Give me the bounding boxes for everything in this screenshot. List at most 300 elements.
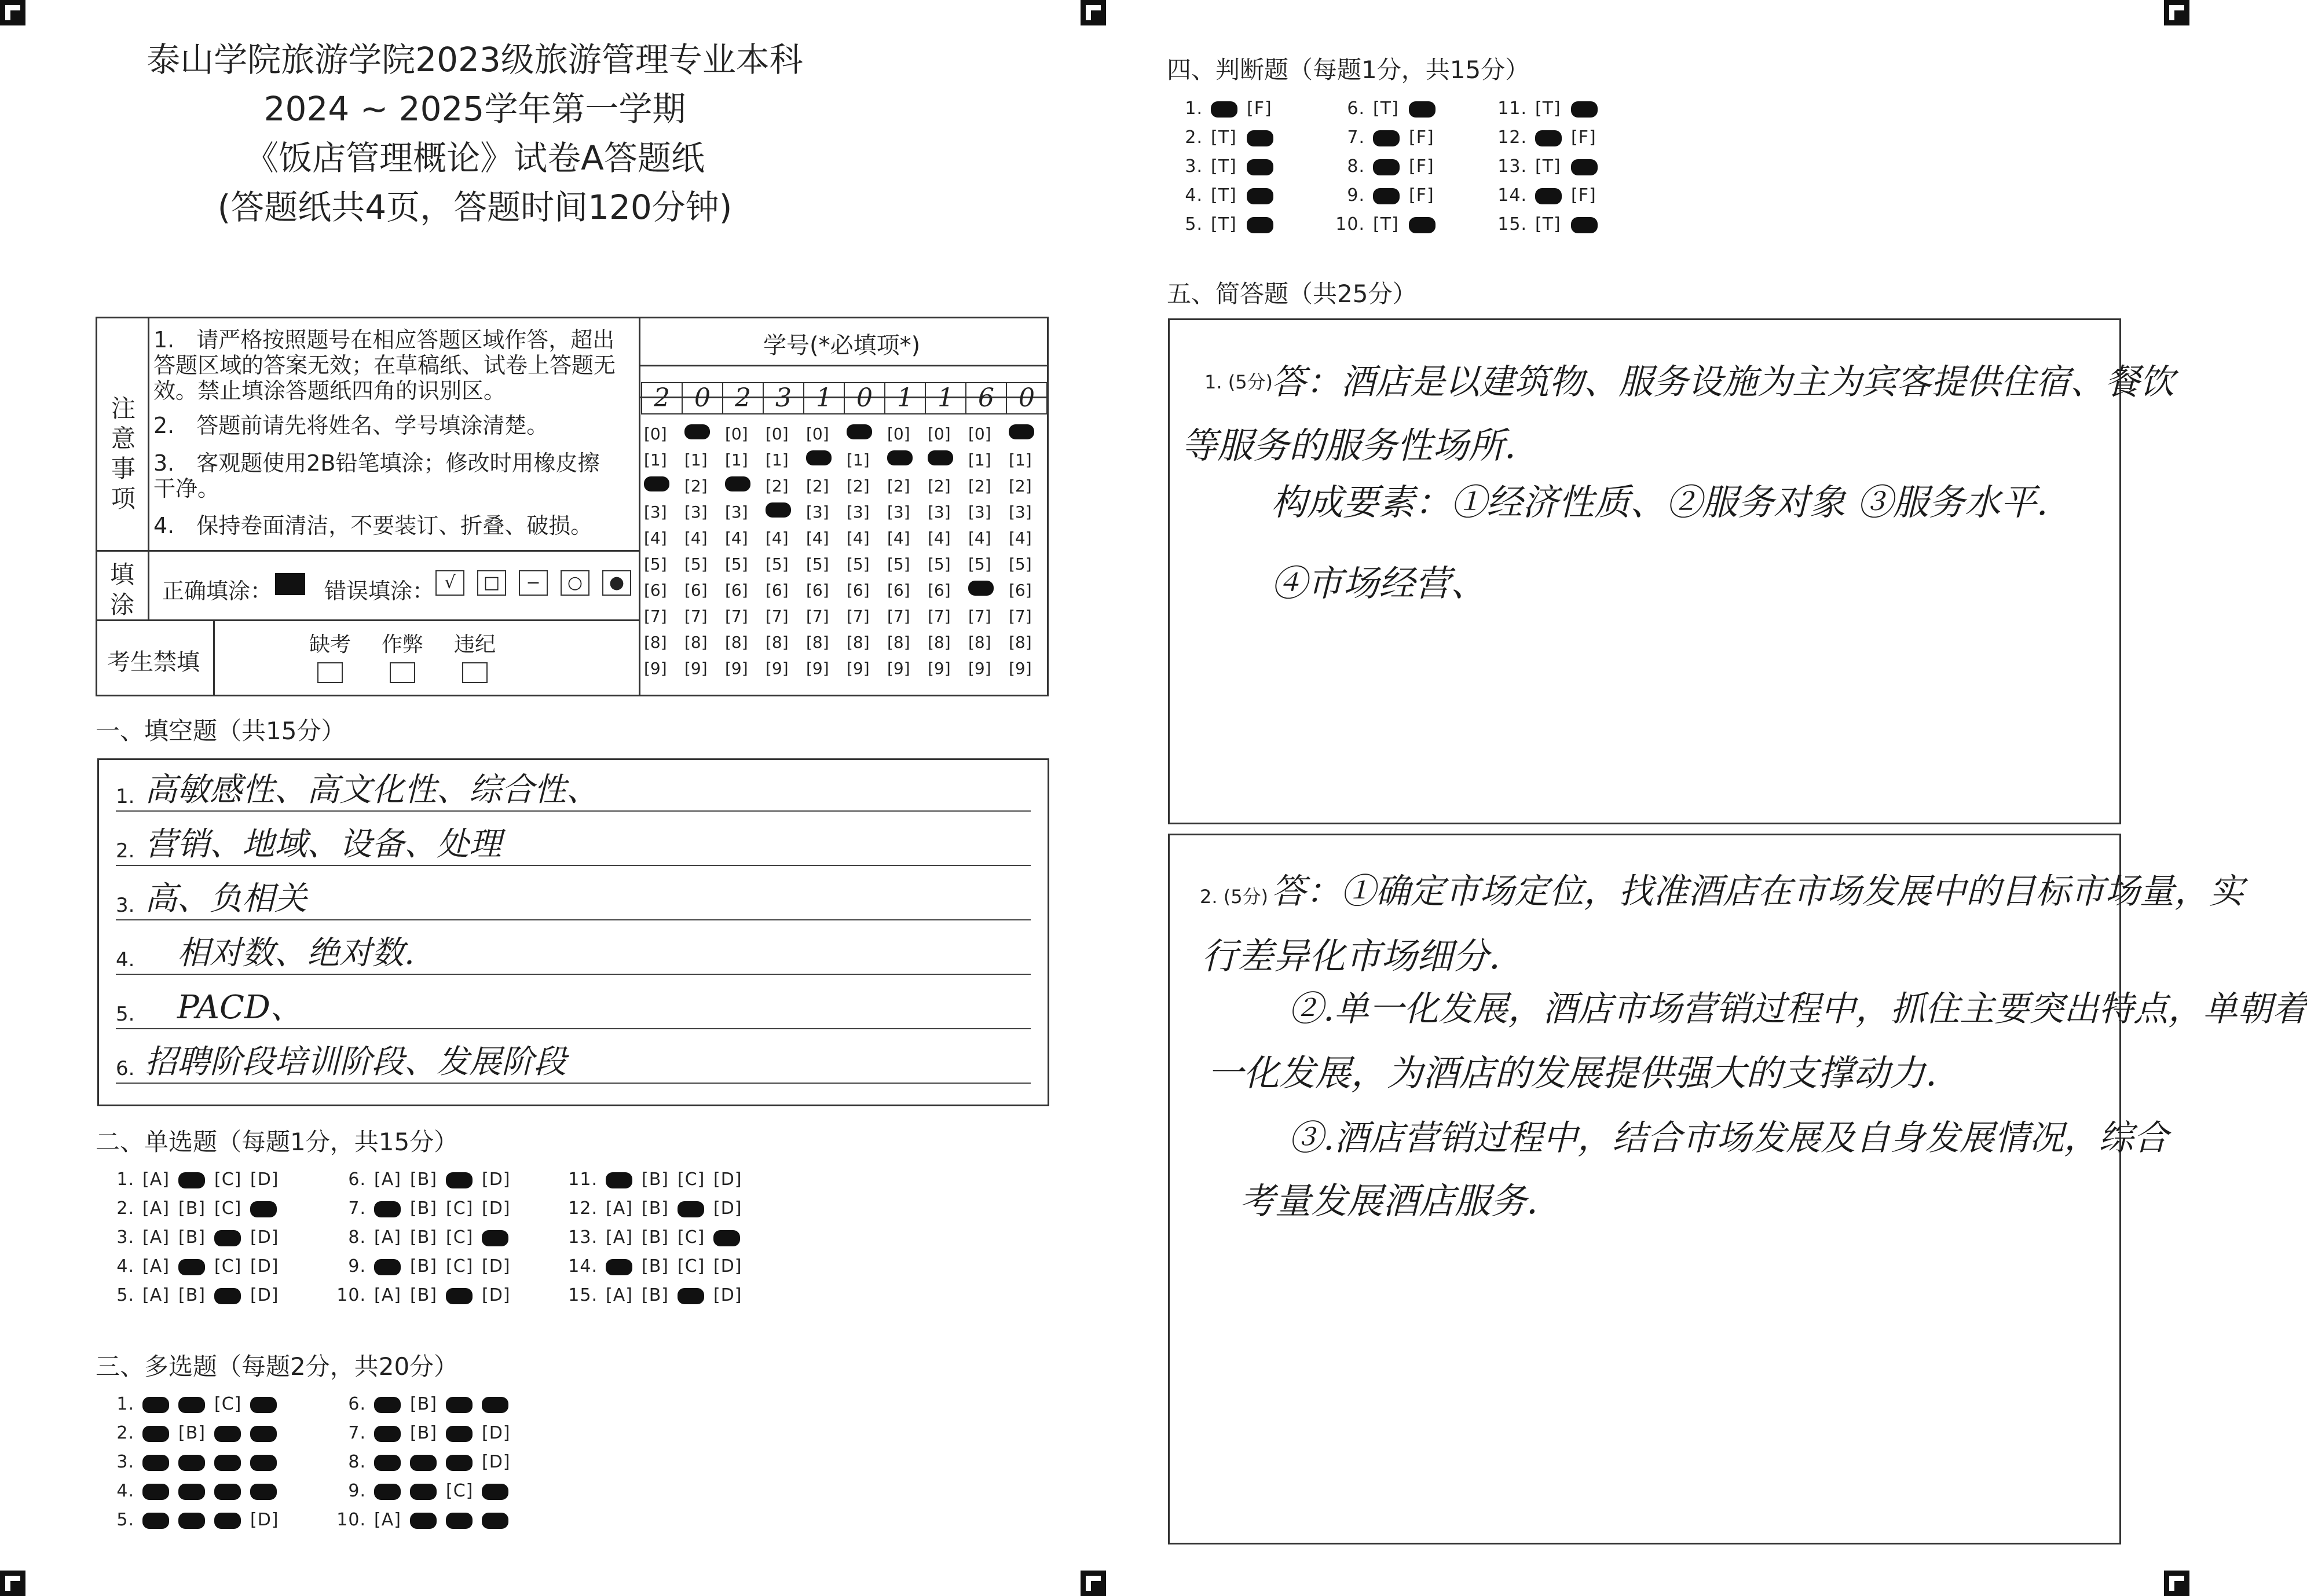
multi-choice-option-filled[interactable] (482, 1484, 508, 1500)
judge-option[interactable]: [T] (1535, 214, 1561, 234)
single-choice-option[interactable]: [D] (713, 1285, 742, 1305)
student-id-bubble[interactable]: [5] (847, 555, 870, 574)
student-id-bubble[interactable]: [8] (806, 633, 829, 652)
judge-question-number: 15. (1497, 214, 1527, 234)
multi-choice-option[interactable]: [D] (250, 1510, 279, 1530)
student-id-digit: 2 (641, 382, 683, 414)
student-id-bubble[interactable]: [9] (766, 659, 789, 678)
fill-answer-number: 2. (116, 839, 135, 863)
student-id-bubble[interactable]: [1] (725, 450, 748, 469)
student-id-bubble[interactable]: [3] (887, 502, 910, 522)
multi-choice-option-filled[interactable] (250, 1455, 277, 1471)
student-id-bubble[interactable]: [9] (847, 659, 870, 678)
student-id-bubble[interactable]: [0] (766, 424, 789, 443)
single-choice-option[interactable]: [D] (713, 1256, 742, 1276)
single-choice-option[interactable]: [D] (713, 1198, 742, 1219)
multi-choice-option[interactable]: [A] (374, 1510, 401, 1530)
single-choice-question-number: 9. (348, 1256, 366, 1276)
single-choice-option-filled[interactable] (482, 1230, 508, 1246)
student-id-bubble[interactable]: [3] (684, 502, 708, 522)
multi-choice-option-filled[interactable] (214, 1426, 241, 1442)
exam-title-line1: 泰山学院旅游学院2023级旅游管理专业本科 (147, 40, 803, 79)
judge-option-filled[interactable] (1373, 188, 1400, 204)
multi-choice-question-number: 3. (116, 1452, 134, 1472)
single-choice-option[interactable]: [B] (410, 1169, 437, 1190)
short-q1-line3: 构成要素：①经济性质、②服务对象 ③服务水平. (1271, 481, 2048, 523)
multi-choice-section-title: 三、多选题（每题2分，共20分） (96, 1352, 459, 1381)
forbidden-option-checkbox[interactable] (462, 662, 488, 683)
student-id-bubble[interactable]: [7] (1009, 607, 1032, 626)
judge-option-filled[interactable] (1535, 188, 1562, 204)
student-id-bubble[interactable]: [2] (766, 476, 789, 496)
student-id-bubble[interactable]: [5] (887, 555, 910, 574)
student-id-bubble[interactable]: [8] (725, 633, 748, 652)
student-id-bubble[interactable]: [5] (644, 555, 667, 574)
single-choice-option[interactable]: [B] (642, 1285, 669, 1305)
student-id-bubble[interactable]: [7] (684, 607, 708, 626)
single-choice-option[interactable]: [B] (642, 1169, 669, 1190)
single-choice-option[interactable]: [A] (374, 1169, 401, 1190)
multi-choice-option[interactable]: [D] (482, 1452, 511, 1472)
single-choice-option[interactable]: [D] (250, 1285, 279, 1305)
single-choice-option-filled[interactable] (678, 1288, 704, 1304)
judge-option[interactable]: [F] (1409, 156, 1434, 177)
student-id-bubble[interactable]: [5] (806, 555, 829, 574)
judge-question-number: 6. (1347, 98, 1365, 119)
judge-question-row (1491, 98, 1607, 119)
student-id-bubble[interactable]: [6] (725, 581, 748, 600)
student-id-bubble[interactable]: [4] (887, 529, 910, 548)
forbidden-option-label: 作弊 (381, 633, 423, 656)
judge-option[interactable]: [T] (1373, 214, 1399, 234)
multi-choice-question-row (330, 1481, 518, 1501)
student-id-bubble-filled[interactable] (968, 581, 994, 596)
multi-choice-option-filled[interactable] (446, 1426, 473, 1442)
fill-answer-text: PACD、 (145, 989, 303, 1026)
student-id-bubble[interactable]: [5] (968, 555, 991, 574)
judge-question-number: 1. (1185, 98, 1203, 119)
notice-item-1: 1. 请严格按照题号在相应答题区域作答，超出答题区域的答案无效；在草稿纸、试卷上答题无效。禁止填涂答题纸四角的识别区。 (153, 327, 616, 403)
student-id-bubble[interactable]: [6] (644, 581, 667, 600)
student-id-bubble[interactable]: [6] (766, 581, 789, 600)
multi-choice-option-filled[interactable] (410, 1513, 437, 1529)
student-id-bubble-filled[interactable] (928, 450, 953, 465)
judge-option[interactable]: [T] (1211, 127, 1237, 148)
student-id-bubble[interactable]: [9] (1009, 659, 1032, 678)
student-id-bubble[interactable]: [1] (684, 450, 708, 469)
multi-choice-option-filled[interactable] (142, 1426, 169, 1442)
student-id-bubble[interactable]: [2] (847, 476, 870, 496)
student-id-bubble[interactable]: [5] (684, 555, 708, 574)
single-choice-option[interactable]: [D] (482, 1285, 511, 1305)
student-id-bubble[interactable]: [0] (644, 424, 667, 443)
student-id-bubble[interactable]: [4] (968, 529, 991, 548)
multi-choice-question-row (98, 1394, 286, 1414)
forbidden-option-checkbox[interactable] (317, 662, 343, 683)
student-id-bubble[interactable]: [7] (806, 607, 829, 626)
single-choice-option[interactable]: [C] (678, 1169, 705, 1190)
single-choice-option[interactable]: [C] (214, 1256, 242, 1276)
fill-answer-number: 3. (116, 894, 135, 917)
forbidden-option[interactable] (446, 628, 504, 683)
judge-option-filled[interactable] (1571, 101, 1598, 118)
corner-mark-top-right (2164, 0, 2189, 25)
judge-option-filled[interactable] (1247, 217, 1273, 233)
student-id-bubble[interactable]: [8] (847, 633, 870, 652)
multi-choice-option-filled[interactable] (214, 1513, 241, 1529)
student-id-bubble[interactable]: [7] (644, 607, 667, 626)
student-id-bubble[interactable]: [1] (1009, 450, 1032, 469)
student-id-digit: 3 (763, 382, 804, 414)
single-choice-option-filled[interactable] (178, 1172, 205, 1188)
corner-mark-top-left (0, 0, 25, 25)
notice-item-2: 2. 答题前请先将姓名、学号填涂清楚。 (153, 413, 549, 438)
multi-choice-option-filled[interactable] (374, 1426, 401, 1442)
student-id-bubble-filled[interactable] (766, 502, 791, 518)
judge-option[interactable]: [F] (1571, 127, 1596, 148)
judge-option-filled[interactable] (1247, 130, 1273, 146)
multi-choice-option-filled[interactable] (214, 1484, 241, 1500)
student-id-bubble[interactable]: [4] (928, 529, 951, 548)
wrong-fill-label: 错误填涂： (324, 578, 435, 604)
judge-option-filled[interactable] (1247, 188, 1273, 204)
single-choice-option[interactable]: [B] (410, 1285, 437, 1305)
student-id-bubble[interactable]: [8] (968, 633, 991, 652)
single-choice-option[interactable]: [C] (446, 1198, 474, 1219)
student-id-digit: 1 (925, 382, 966, 414)
single-choice-option[interactable]: [D] (250, 1169, 279, 1190)
fill-answer-number: 6. (116, 1057, 135, 1080)
single-choice-option[interactable]: [C] (214, 1169, 242, 1190)
short-q2-line6: 考量发展酒店服务. (1239, 1180, 1538, 1222)
student-id-bubble[interactable]: [7] (928, 607, 951, 626)
single-choice-question-row (98, 1169, 286, 1190)
student-id-bubble[interactable]: [8] (1009, 633, 1032, 652)
judge-question-number: 8. (1347, 156, 1365, 177)
single-choice-section-title: 二、单选题（每题1分，共15分） (96, 1128, 459, 1156)
student-id-bubble[interactable]: [9] (968, 659, 991, 678)
corner-mark-bottom-right (2164, 1571, 2189, 1596)
fill-answer-text: 相对数、绝对数. (145, 934, 415, 972)
student-id-bubble[interactable]: [9] (928, 659, 951, 678)
multi-choice-option-filled[interactable] (250, 1484, 277, 1500)
single-choice-option[interactable]: [C] (446, 1256, 474, 1276)
multi-choice-option[interactable]: [D] (482, 1423, 511, 1443)
multi-choice-option-filled[interactable] (178, 1455, 205, 1471)
student-id-bubble[interactable]: [9] (887, 659, 910, 678)
student-id-bubble[interactable]: [2] (928, 476, 951, 496)
student-id-bubble[interactable]: [8] (928, 633, 951, 652)
single-choice-option-filled[interactable] (446, 1172, 473, 1188)
student-id-bubble[interactable]: [8] (766, 633, 789, 652)
fill-answer-text: 招聘阶段培训阶段、发展阶段 (145, 1043, 566, 1081)
single-choice-option[interactable]: [D] (482, 1198, 511, 1219)
judge-section-title: 四、判断题（每题1分，共15分） (1167, 56, 1530, 84)
multi-choice-option-filled[interactable] (482, 1513, 508, 1529)
corner-mark-bottom-center (1081, 1571, 1106, 1596)
multi-choice-option[interactable]: [B] (410, 1423, 437, 1443)
single-choice-option-filled[interactable] (178, 1259, 205, 1275)
student-id-bubble[interactable]: [0] (887, 424, 910, 443)
judge-option[interactable]: [T] (1535, 156, 1561, 177)
judge-question-row (1167, 127, 1283, 148)
judge-option-filled[interactable] (1409, 101, 1436, 118)
multi-choice-question-number: 5. (116, 1510, 134, 1530)
student-id-bubble[interactable]: [3] (1009, 502, 1032, 522)
multi-choice-question-row (330, 1394, 518, 1414)
forbidden-option-label: 违纪 (453, 633, 496, 656)
student-id-bubble[interactable]: [6] (847, 581, 870, 600)
fill-answer-line (116, 770, 1031, 812)
student-id-bubble[interactable]: [2] (684, 476, 708, 496)
single-choice-question-number: 14. (568, 1256, 598, 1276)
single-choice-option[interactable]: [D] (482, 1256, 511, 1276)
single-choice-option[interactable]: [B] (642, 1256, 669, 1276)
single-choice-option-filled[interactable] (214, 1288, 241, 1304)
judge-option-filled[interactable] (1373, 159, 1400, 175)
multi-choice-option[interactable]: [B] (178, 1423, 206, 1443)
student-id-bubble-filled[interactable] (887, 450, 913, 465)
student-id-bubble[interactable]: [6] (806, 581, 829, 600)
single-choice-question-row (562, 1256, 749, 1276)
student-id-bubble[interactable]: [1] (968, 450, 991, 469)
single-choice-option[interactable]: [D] (250, 1227, 279, 1248)
student-id-bubble[interactable]: [4] (806, 529, 829, 548)
judge-option[interactable]: [T] (1373, 98, 1399, 119)
multi-choice-option-filled[interactable] (446, 1455, 473, 1471)
judge-option[interactable]: [T] (1211, 156, 1237, 177)
single-choice-option[interactable]: [B] (410, 1198, 437, 1219)
multi-choice-option[interactable]: [C] (214, 1394, 242, 1414)
judge-option-filled[interactable] (1571, 217, 1598, 233)
student-id-bubble[interactable]: [7] (766, 607, 789, 626)
student-id-bubble[interactable]: [0] (806, 424, 829, 443)
student-id-bubble[interactable]: [2] (1009, 476, 1032, 496)
multi-choice-question-row (330, 1423, 518, 1443)
multi-choice-option-filled[interactable] (142, 1484, 169, 1500)
single-choice-option[interactable]: [A] (374, 1227, 401, 1248)
multi-choice-option[interactable]: [C] (446, 1481, 474, 1501)
student-id-bubble[interactable]: [4] (1009, 529, 1032, 548)
multi-choice-option-filled[interactable] (178, 1513, 205, 1529)
single-choice-option[interactable]: [D] (250, 1256, 279, 1276)
student-id-bubble[interactable]: [8] (684, 633, 708, 652)
single-choice-option-filled[interactable] (446, 1288, 473, 1304)
single-choice-option[interactable]: [A] (606, 1227, 633, 1248)
single-choice-option[interactable]: [B] (410, 1227, 437, 1248)
multi-choice-question-number: 6. (348, 1394, 366, 1414)
multi-choice-option-filled[interactable] (374, 1455, 401, 1471)
student-id-bubble[interactable]: [7] (847, 607, 870, 626)
multi-choice-option[interactable]: [B] (410, 1394, 437, 1414)
multi-choice-option-filled[interactable] (410, 1455, 437, 1471)
forbidden-option-checkbox[interactable] (390, 662, 415, 683)
single-choice-option[interactable]: [C] (214, 1198, 242, 1219)
student-id-bubble-filled[interactable] (1009, 424, 1034, 439)
single-choice-option[interactable]: [B] (178, 1285, 206, 1305)
student-id-bubble[interactable]: [5] (766, 555, 789, 574)
student-id-bubble[interactable]: [4] (766, 529, 789, 548)
single-choice-option-filled[interactable] (606, 1259, 632, 1275)
student-id-bubble[interactable]: [3] (928, 502, 951, 522)
multi-choice-option-filled[interactable] (446, 1397, 473, 1413)
student-id-bubble[interactable]: [4] (644, 529, 667, 548)
student-id-bubble[interactable]: [7] (887, 607, 910, 626)
judge-option[interactable]: [T] (1535, 98, 1561, 119)
single-choice-option[interactable]: [B] (642, 1227, 669, 1248)
short-q1-line1: 答：酒店是以建筑物、服务设施为主为宾客提供住宿、餐饮 (1271, 362, 2174, 402)
judge-option-filled[interactable] (1535, 130, 1562, 146)
student-id-bubble[interactable]: [3] (968, 502, 991, 522)
single-choice-option[interactable]: [B] (178, 1227, 206, 1248)
student-id-digit: 6 (965, 382, 1007, 414)
single-choice-option-filled[interactable] (250, 1201, 277, 1217)
judge-question-row (1491, 214, 1607, 234)
student-id-bubble[interactable]: [3] (847, 502, 870, 522)
multi-choice-option-filled[interactable] (250, 1426, 277, 1442)
judge-question-row (1167, 185, 1283, 206)
single-choice-question-row (330, 1169, 518, 1190)
single-choice-option[interactable]: [B] (178, 1198, 206, 1219)
multi-choice-option-filled[interactable] (142, 1455, 169, 1471)
student-id-bubble[interactable]: [2] (968, 476, 991, 496)
multi-choice-option-filled[interactable] (482, 1397, 508, 1413)
forbidden-option[interactable] (373, 628, 431, 683)
single-choice-question-number: 4. (116, 1256, 134, 1276)
student-id-bubble[interactable]: [0] (725, 424, 748, 443)
student-id-bubble[interactable]: [4] (725, 529, 748, 548)
student-id-bubble[interactable]: [4] (684, 529, 708, 548)
single-choice-option-filled[interactable] (606, 1172, 632, 1188)
student-id-bubble-filled[interactable] (725, 476, 750, 491)
judge-option-filled[interactable] (1247, 159, 1273, 175)
multi-choice-option-filled[interactable] (178, 1484, 205, 1500)
student-id-bubble[interactable]: [5] (1009, 555, 1032, 574)
forbidden-option[interactable] (301, 628, 359, 683)
student-id-bubble-filled[interactable] (684, 424, 710, 439)
wrong-fill-samples (435, 570, 644, 596)
multi-choice-option-filled[interactable] (178, 1397, 205, 1413)
wrong-fill-sample: ○ (561, 570, 589, 596)
student-id-bubble-filled[interactable] (806, 450, 832, 465)
single-choice-question-row (98, 1256, 286, 1276)
student-id-bubble[interactable]: [3] (806, 502, 829, 522)
judge-option[interactable]: [T] (1211, 214, 1237, 234)
student-id-bubble[interactable]: [9] (806, 659, 829, 678)
student-id-bubble[interactable]: [9] (684, 659, 708, 678)
student-id-bubble[interactable]: [8] (644, 633, 667, 652)
student-id-bubble[interactable]: [6] (684, 581, 708, 600)
fill-answer-line (116, 879, 1031, 920)
judge-option[interactable]: [F] (1409, 127, 1434, 148)
single-choice-option[interactable]: [B] (410, 1256, 437, 1276)
single-choice-option-filled[interactable] (678, 1201, 704, 1217)
student-id-bubble[interactable]: [5] (725, 555, 748, 574)
student-id-bubble[interactable]: [6] (887, 581, 910, 600)
judge-question-number: 13. (1497, 156, 1527, 177)
multi-choice-option-filled[interactable] (250, 1397, 277, 1413)
student-id-bubble[interactable]: [6] (1009, 581, 1032, 600)
judge-option[interactable]: [F] (1247, 98, 1272, 119)
student-id-bubble[interactable]: [2] (806, 476, 829, 496)
student-id-bubble[interactable]: [7] (725, 607, 748, 626)
student-id-bubble[interactable]: [9] (644, 659, 667, 678)
single-choice-option[interactable]: [A] (142, 1285, 170, 1305)
single-choice-question-number: 2. (116, 1198, 134, 1219)
multi-choice-option-filled[interactable] (446, 1513, 473, 1529)
multi-choice-option-filled[interactable] (142, 1513, 169, 1529)
multi-choice-option-filled[interactable] (374, 1397, 401, 1413)
single-choice-option[interactable]: [D] (482, 1169, 511, 1190)
single-choice-option-filled[interactable] (214, 1230, 241, 1246)
student-id-bubble[interactable]: [7] (968, 607, 991, 626)
student-id-bubble-filled[interactable] (644, 476, 669, 491)
single-choice-option[interactable]: [A] (606, 1198, 633, 1219)
single-choice-option[interactable]: [A] (142, 1169, 170, 1190)
single-choice-option-filled[interactable] (374, 1201, 401, 1217)
student-id-bubble[interactable]: [3] (725, 502, 748, 522)
single-choice-option[interactable]: [C] (446, 1227, 474, 1248)
single-choice-option[interactable]: [B] (642, 1198, 669, 1219)
judge-option-filled[interactable] (1373, 130, 1400, 146)
single-choice-option-filled[interactable] (374, 1259, 401, 1275)
single-choice-option[interactable]: [A] (374, 1285, 401, 1305)
wrong-fill-sample: − (519, 570, 548, 596)
judge-option-filled[interactable] (1211, 101, 1237, 118)
fill-answer-line (116, 988, 1031, 1029)
judge-question-number: 3. (1185, 156, 1203, 177)
student-id-bubble-filled[interactable] (847, 424, 872, 439)
student-id-bubble[interactable]: [5] (928, 555, 951, 574)
judge-option-filled[interactable] (1409, 217, 1436, 233)
single-choice-option[interactable]: [C] (678, 1256, 705, 1276)
student-id-bubble[interactable]: [1] (847, 450, 870, 469)
student-id-bubble[interactable]: [0] (968, 424, 991, 443)
student-id-bubble[interactable]: [4] (847, 529, 870, 548)
single-choice-option[interactable]: [A] (606, 1285, 633, 1305)
judge-option[interactable]: [T] (1211, 185, 1237, 206)
student-id-bubble[interactable]: [9] (725, 659, 748, 678)
exam-title-line2: 2024 ~ 2025学年第一学期 (263, 89, 686, 129)
single-choice-option[interactable]: [C] (678, 1227, 705, 1248)
student-id-bubble[interactable]: [2] (887, 476, 910, 496)
judge-question-number: 14. (1497, 185, 1527, 206)
single-choice-option[interactable]: [D] (713, 1169, 742, 1190)
multi-choice-option-filled[interactable] (214, 1455, 241, 1471)
multi-choice-option-filled[interactable] (142, 1397, 169, 1413)
judge-option-filled[interactable] (1571, 159, 1598, 175)
multi-choice-option-filled[interactable] (374, 1484, 401, 1500)
wrong-fill-sample: □ (477, 570, 506, 596)
multi-choice-option-filled[interactable] (410, 1484, 437, 1500)
student-id-bubble[interactable]: [6] (928, 581, 951, 600)
single-choice-option[interactable]: [A] (142, 1256, 170, 1276)
student-id-bubble[interactable]: [3] (644, 502, 667, 522)
single-choice-option[interactable]: [A] (142, 1198, 170, 1219)
judge-option[interactable]: [F] (1571, 185, 1596, 206)
short-answer-section-title: 五、简答题（共25分） (1167, 280, 1417, 308)
single-choice-question-number: 7. (348, 1198, 366, 1219)
single-choice-option-filled[interactable] (713, 1230, 740, 1246)
single-choice-option[interactable]: [A] (142, 1227, 170, 1248)
student-id-bubble[interactable]: [1] (766, 450, 789, 469)
student-id-bubble[interactable]: [1] (644, 450, 667, 469)
fill-answer-line (116, 824, 1031, 866)
student-id-bubble[interactable]: [8] (887, 633, 910, 652)
student-id-bubble[interactable]: [0] (928, 424, 951, 443)
judge-option[interactable]: [F] (1409, 185, 1434, 206)
multi-choice-question-number: 8. (348, 1452, 366, 1472)
